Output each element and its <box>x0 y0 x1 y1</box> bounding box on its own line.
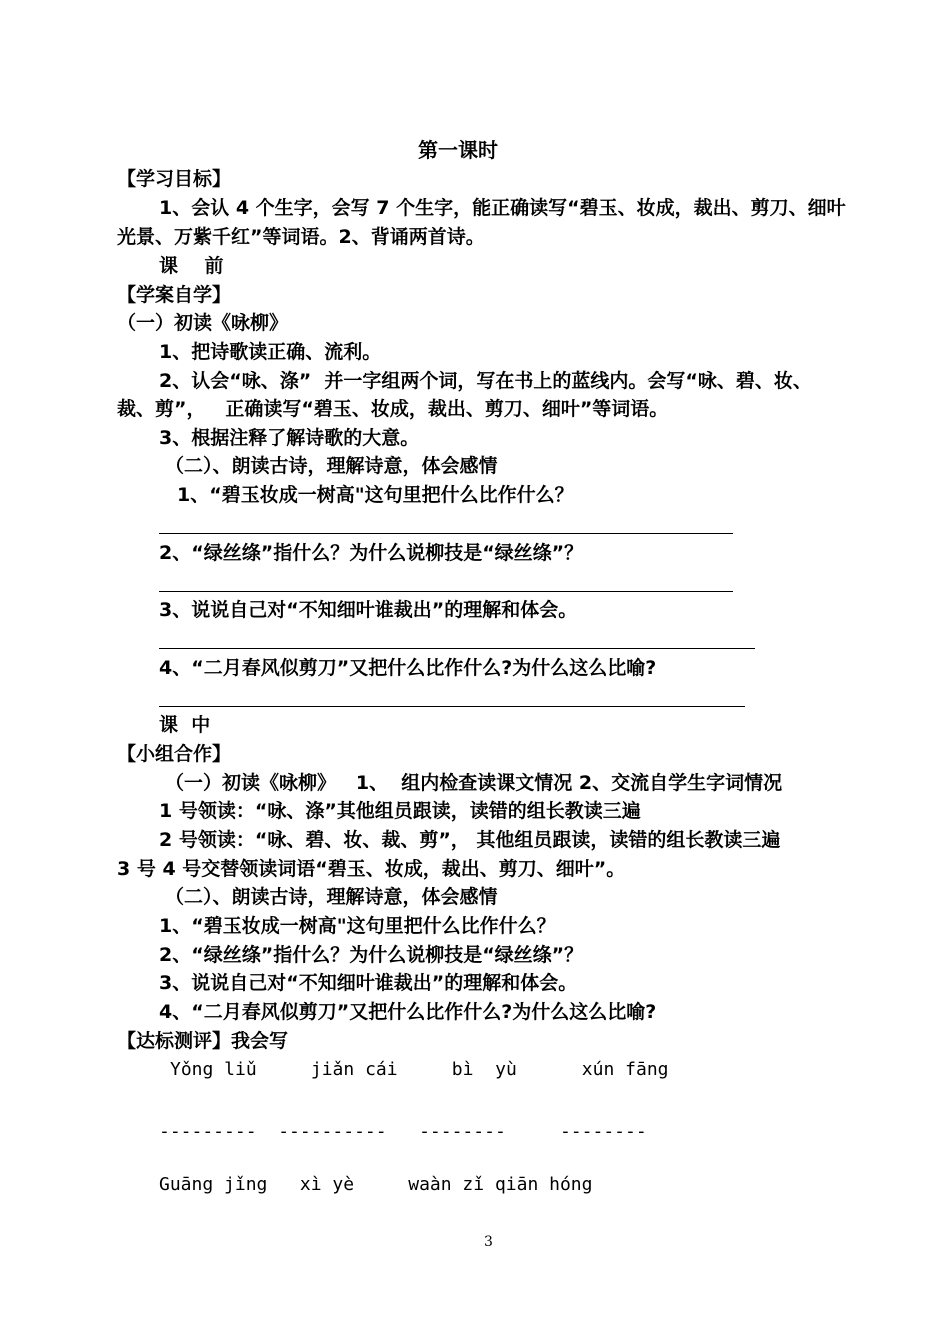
pinyin-row: Guāng jǐng xì yè waàn zǐ qiān hóng <box>159 1174 593 1195</box>
goals-line: 1、会认 4 个生字，会写 7 个生字，能正确读写“碧玉、妆成，裁出、剪刀、细叶 <box>159 197 846 219</box>
self-study-item: 1、把诗歌读正确、流利。 <box>159 341 382 363</box>
pinyin-row: Yǒng liǔ jiǎn cái bì yù xún fāng <box>170 1059 669 1080</box>
dash-row: --------- ---------- -------- -------- <box>159 1121 647 1142</box>
group-question-3: 3、说说自己对“不知细叶谁裁出”的理解和体会。 <box>159 972 578 994</box>
group-work-lead: 2 号领读：“咏、碧、妆、裁、剪”， 其他组员跟读，读错的组长教读三遍 <box>159 829 781 851</box>
test-heading-label: 【达标测评】 <box>117 1030 232 1052</box>
self-study-item: 3、根据注释了解诗歌的大意。 <box>159 427 420 449</box>
goals-heading: 【学习目标】 <box>117 168 232 190</box>
self-study-item: 裁、剪”， 正确读写“碧玉、妆成，裁出、剪刀、细叶”等词语。 <box>117 398 669 420</box>
group-work-part2-title: （二）、朗读古诗，理解诗意，体会感情 <box>165 886 498 908</box>
group-work-lead: 1 号领读：“咏、涤”其他组员跟读，读错的组长教读三遍 <box>159 800 641 822</box>
question-3: 3、说说自己对“不知细叶谁裁出”的理解和体会。 <box>159 599 578 621</box>
page-title: 第一课时 <box>418 138 498 162</box>
question-4: 4、“二月春风似剪刀”又把什么比作什么?为什么这么比喻? <box>159 657 657 679</box>
group-work-heading: 【小组合作】 <box>117 743 232 765</box>
group-work-part1: （一）初读《咏柳》 1、 组内检查读课文情况 2、交流自学生字词情况 <box>165 772 783 794</box>
page-number: 3 <box>484 1234 493 1250</box>
self-study-heading: 【学案自学】 <box>117 284 232 306</box>
group-question-4: 4、“二月春风似剪刀”又把什么比作什么?为什么这么比喻? <box>159 1001 657 1023</box>
question-2: 2、“绿丝绦”指什么？为什么说柳技是“绿丝绦”？ <box>159 542 584 564</box>
in-class-label: 课 中 <box>159 714 211 736</box>
self-study-item: 2、认会“咏、涤” 并一字组两个词，写在书上的蓝线内。会写“咏、碧、妆、 <box>159 370 812 392</box>
group-work-lead: 3 号 4 号交替领读词语“碧玉、妆成，裁出、剪刀、细叶”。 <box>117 858 626 880</box>
test-subheading: 我会写 <box>231 1030 289 1052</box>
question-1: 1、“碧玉妆成一树高"这句里把什么比作什么？ <box>177 484 574 506</box>
group-question-2: 2、“绿丝绦”指什么？为什么说柳技是“绿丝绦”？ <box>159 944 584 966</box>
test-heading <box>117 1028 288 1054</box>
group-question-1: 1、“碧玉妆成一树高"这句里把什么比作什么？ <box>159 915 556 937</box>
goals-line: 光景、万紫千红”等词语。2、背诵两首诗。 <box>117 226 485 248</box>
answer-line <box>159 533 733 534</box>
self-study-part1-title: （一）初读《咏柳》 <box>117 312 289 334</box>
answer-line <box>159 591 733 592</box>
before-class-label: 课 前 <box>159 255 224 277</box>
answer-line <box>159 648 755 649</box>
answer-line <box>159 706 745 707</box>
self-study-part2-title: （二）、朗读古诗，理解诗意，体会感情 <box>165 455 498 477</box>
